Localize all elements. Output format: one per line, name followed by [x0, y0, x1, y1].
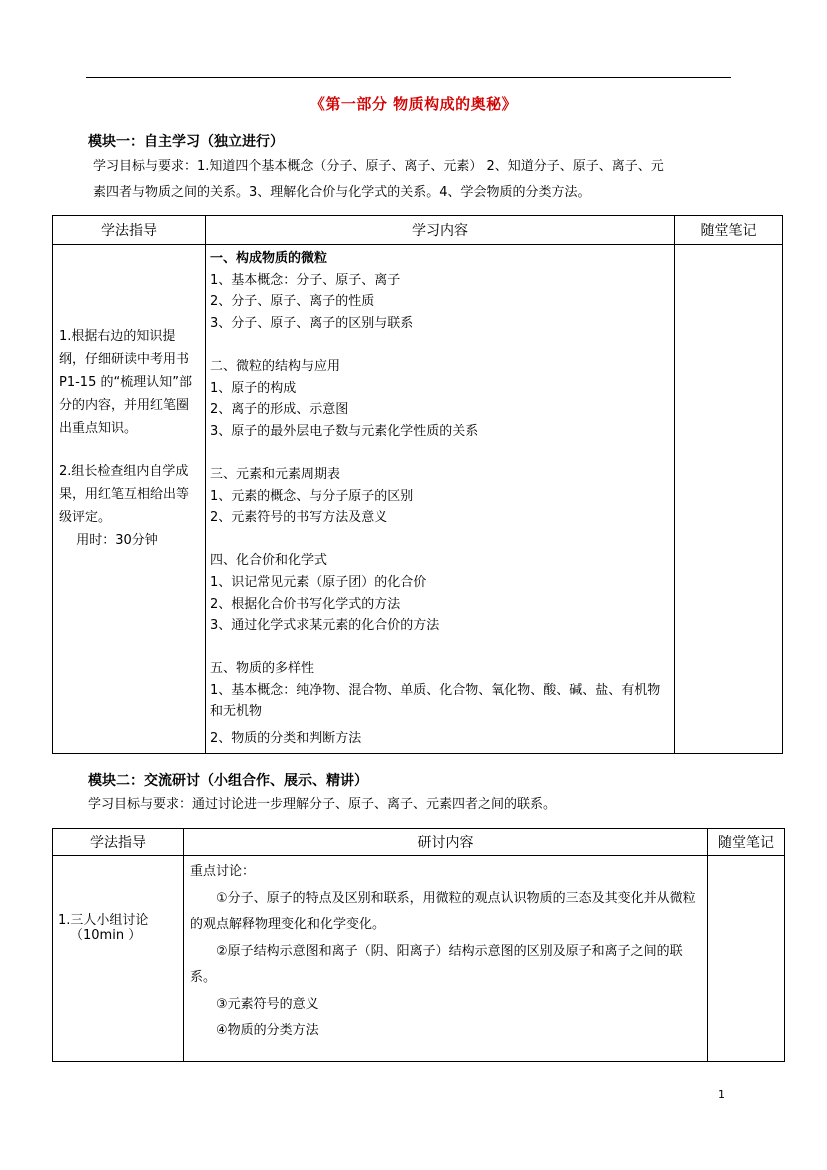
- discussion-item-4: ④物质的分类方法: [216, 1023, 319, 1038]
- col-header-notes: 随堂笔记: [708, 829, 785, 856]
- module1-goal-line2: 素四者与物质之间的关系。3、理解化合价与化学式的关系。4、学会物质的分类方法。: [93, 185, 591, 200]
- content-cell: [206, 245, 675, 754]
- col-header-discussion: 研讨内容: [184, 829, 708, 856]
- discussion-item-1: ①分子、原子的特点及区别和联系，用微粒的观点认识物质的三态及其变化并从微粒的观点解释物理变化和化学变化。: [190, 890, 696, 932]
- module2-heading: 模块二：交流研讨（小组合作、展示、精讲）: [88, 773, 368, 789]
- discussion-guidance-line1: 1.三人小组讨论: [58, 913, 149, 928]
- content-item: 1、基本概念：分子、原子、离子: [210, 272, 401, 288]
- col-header-notes: 随堂笔记: [675, 216, 783, 245]
- content-item: 3、分子、原子、离子的区别与联系: [210, 315, 414, 331]
- content-item: 3、通过化学式求某元素的化合价的方法: [210, 618, 440, 634]
- discussion-content-cell: [184, 856, 708, 1062]
- content-item: 1、原子的构成: [210, 380, 297, 396]
- header-rule: [86, 77, 731, 78]
- notes-cell[interactable]: [675, 245, 783, 754]
- content-item: 2、元素符号的书写方法及意义: [210, 510, 388, 526]
- content-section-2: 二、微粒的结构与应用: [210, 358, 341, 374]
- content-section-4: 四、化合价和化学式: [210, 553, 328, 569]
- content-item: 1、识记常见元素（原子团）的化合价: [210, 574, 427, 590]
- guidance-item-2: 2.组长检查组内自学成果，用红笔互相给出等级评定。: [59, 464, 190, 525]
- content-item: 3、原子的最外层电子数与元素化学性质的关系: [210, 423, 479, 439]
- content-section-3: 三、元素和元素周期表: [210, 466, 341, 482]
- content-item: 1、基本概念：纯净物、混合物、单质、化合物、氧化物、酸、碱、盐、有机物和无机物: [210, 682, 661, 720]
- content-item: 2、根据化合价书写化学式的方法: [210, 596, 401, 612]
- content-item: 2、物质的分类和判断方法: [210, 731, 362, 747]
- content-item: 1、元素的概念、与分子原子的区别: [210, 488, 414, 504]
- content-section-1: 一、构成物质的微粒: [210, 251, 328, 266]
- col-header-guidance: 学法指导: [53, 829, 184, 856]
- discussion-intro: 重点讨论：: [190, 864, 256, 879]
- guidance-time: 用时：30分钟: [76, 533, 158, 548]
- guidance-cell: [53, 245, 206, 754]
- guidance-item-1: 1.根据右边的知识提纲，仔细研读中考用书 P1-15 的“梳理认知”部分的内容，并用红笔圈出重点知识。: [59, 329, 192, 436]
- content-section-5: 五、物质的多样性: [210, 661, 315, 677]
- col-header-guidance: 学法指导: [53, 216, 206, 245]
- module1-goal: [93, 154, 773, 206]
- page-title: 《第一部分 物质构成的奥秘》: [309, 95, 518, 113]
- study-table: [52, 215, 783, 754]
- discussion-item-2: ②原子结构示意图和离子（阴、阳离子）结构示意图的区别及原子和离子之间的联系。: [190, 943, 683, 985]
- discussion-item-3: ③元素符号的意义: [216, 996, 319, 1012]
- page-number: 1: [718, 1088, 725, 1101]
- discussion-guidance-line2: （10min ）: [70, 928, 142, 943]
- module1-goal-line1: 学习目标与要求：1.知道四个基本概念（分子、原子、离子、元素） 2、知道分子、原子、离子、元: [93, 159, 664, 174]
- discussion-table: [52, 828, 785, 1062]
- discussion-guidance-cell: [53, 856, 184, 1062]
- content-item: 2、离子的形成、示意图: [210, 402, 349, 418]
- col-header-content: 学习内容: [206, 216, 675, 245]
- module2-goal: 学习目标与要求：通过讨论进一步理解分子、原子、离子、元素四者之间的联系。: [88, 797, 557, 812]
- discussion-notes-cell[interactable]: [708, 856, 785, 1062]
- content-item: 2、分子、原子、离子的性质: [210, 294, 375, 310]
- module1-heading: 模块一：自主学习（独立进行）: [88, 134, 284, 150]
